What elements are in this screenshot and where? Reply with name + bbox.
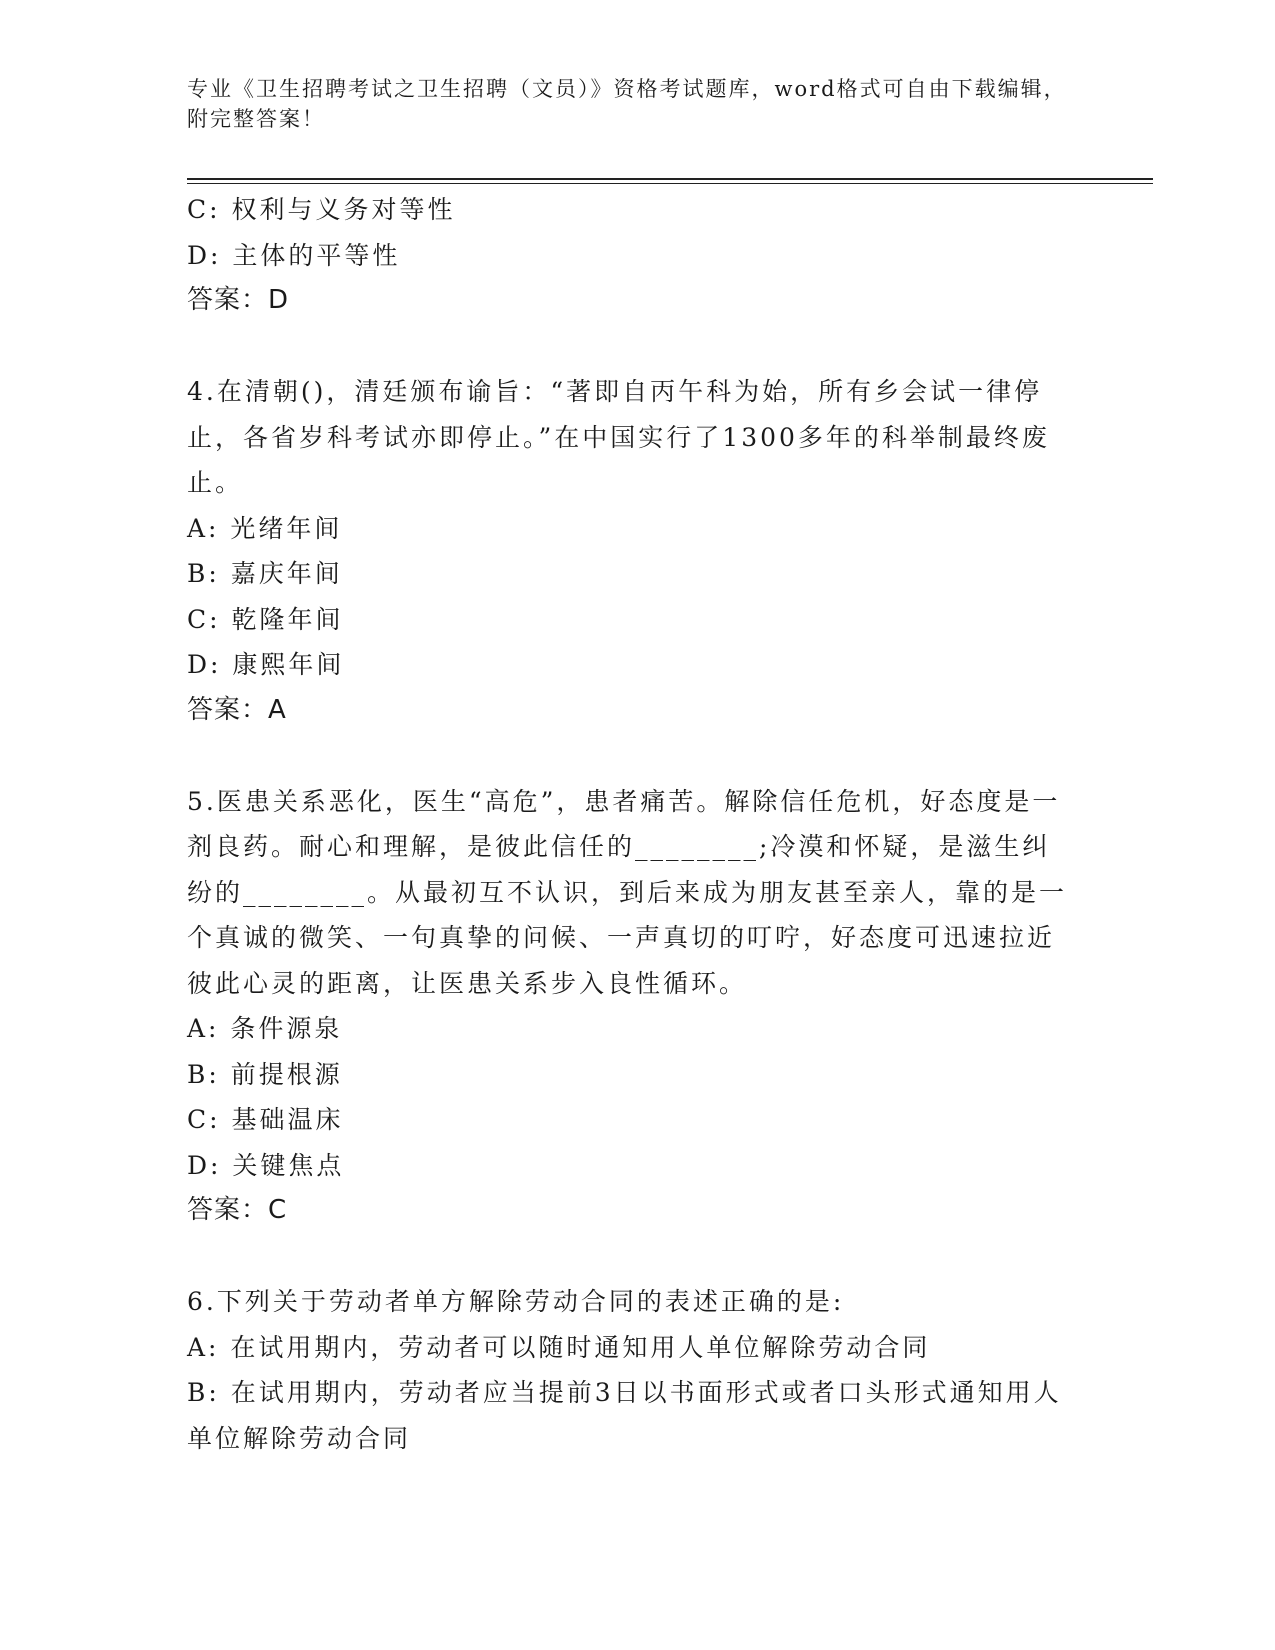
spacer <box>187 733 1067 779</box>
option-a: A: 条件源泉 <box>187 1014 343 1043</box>
option-c: C: 权利与义务对等性 <box>187 195 456 224</box>
option-a: A: 在试用期内，劳动者可以随时通知用人单位解除劳动合同 <box>187 1332 931 1362</box>
page-header: 专业《卫生招聘考试之卫生招聘（文员）》资格考试题库，word格式可自由下载编辑，附完整答案！ <box>187 77 1067 131</box>
option-c: C: 基础温床 <box>187 1105 344 1134</box>
spacer <box>187 1234 1067 1280</box>
question-stem: 6.下列关于劳动者单方解除劳动合同的表述正确的是: <box>187 1287 845 1316</box>
option-b: B: 嘉庆年间 <box>187 559 343 588</box>
option-b: B: 前提根源 <box>187 1059 343 1089</box>
answer: 答案：C <box>187 1195 288 1225</box>
option-d: D: 主体的平等性 <box>187 240 401 270</box>
option-b: B: 在试用期内，劳动者应当提前3日以书面形式或者口头形式通知用人单位解除劳动合同 <box>187 1378 1062 1453</box>
header-divider-thin <box>187 183 1153 184</box>
answer: 答案：D <box>187 285 290 315</box>
answer: 答案：A <box>187 694 287 725</box>
question-stem: 4.在清朝()，清廷颁布谕旨：“著即自丙午科为始，所有乡会试一律停止，各省岁科考试亦即停止。”在中国实行了1300多年的科举制最终废止。 <box>187 377 1050 497</box>
spacer <box>187 324 1067 370</box>
question-4 <box>187 369 1067 733</box>
option-d: D: 康熙年间 <box>187 650 345 679</box>
question-3-continued <box>187 187 1067 324</box>
option-d: D: 关键焦点 <box>187 1150 345 1180</box>
option-c: C: 乾隆年间 <box>187 604 344 634</box>
document-body <box>187 187 1067 1461</box>
question-6 <box>187 1279 1067 1461</box>
option-a: A: 光绪年间 <box>187 513 343 543</box>
question-5 <box>187 779 1067 1234</box>
header-divider-thick <box>187 178 1153 180</box>
question-stem: 5.医患关系恶化，医生“高危”，患者痛苦。解除信任危机，好态度是一剂良药。耐心和理解，是彼此信任的________;冷漠和怀疑，是滋生纠纷的________。从最初互不认识，到后来成为朋友甚至亲人，靠的是一个真诚的微笑、一句真挚的问候、一声真切的叮咛，好态度可迅速拉近彼此心灵的距离，让医患关系步入良性循环。 <box>187 786 1068 998</box>
